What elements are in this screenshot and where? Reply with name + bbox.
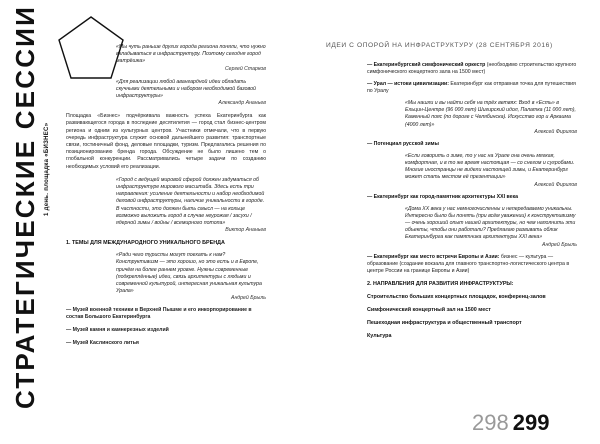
- quote-ananyev-2: «Город с ведущей мировой сферой должен задуматься об инфраструктуре мирового масштаба. Здесь есть три направления: усиление деятельности и набор необходимой деловой инфраструктуры, наличие уникальности в городе. В частности, это должен быть смысл — на кольце возможно выложить город в случае неурожая / засухи / ядерной зимы / войны / всемирного потопа»: [116, 176, 265, 227]
- page-number-right: 299: [512, 410, 550, 435]
- author-starkov: Сергей Старков: [224, 65, 266, 72]
- item-europe-asia: — Екатеринбург как место встречи Европы и Азии: бизнес — культура — образование (создание вокзала для главного транспортно-логистического центра в центре России на границе Европы и Азии): [367, 253, 570, 274]
- bullet-kasli-museum: — Музей Каслинского литья: [66, 340, 139, 347]
- item-ural: — Урал — истоки цивилизации: Екатеринбург как отправная точка для путешествия по Уралу: [367, 81, 576, 94]
- direction-concert-venues: Строительство больших концертных площадок, конференц-залов: [367, 293, 546, 300]
- direction-culture: Культура: [367, 332, 392, 339]
- page-numbers: [472, 412, 549, 435]
- vertical-title: СТРАТЕГИЧЕСКИЕ СЕССИИ: [10, 5, 40, 409]
- right-header: ИДЕИ С ОПОРОЙ НА ИНФРАСТРУКТУРУ (28 СЕНТЯБРЯ 2016): [326, 42, 553, 49]
- author-ananyev: Александр Ананьев: [218, 100, 266, 107]
- quote-starkov: «Мы чуть раньше других города региона поняли, что нужно вкладываться в инфраструктуру. Поэтому сегодня город матрёшка»: [116, 44, 266, 65]
- quote-firilov-2: «Если говорить о зиме, то у нас на Урале она очень мягкая, комфортная, и в то же время настоящая — со снегом и сугробами. Многие иностранцы не видели настоящей зимы, и Екатеринбург может стать местом её презентации»: [405, 152, 575, 181]
- quote-ananyev: «Для реализации любой авангардной идеи обладать скучными деятельными и набором необходимой базовой инфраструктуры»: [116, 78, 256, 100]
- author-bryl: Андрей Брыль: [230, 295, 266, 302]
- heading-brand-themes: 1. ТЕМЫ ДЛЯ МЕЖДУНАРОДНОГО УНИКАЛЬНОГО БРЕНДА: [66, 240, 225, 247]
- left-column: [66, 44, 266, 347]
- vertical-subtitle: 1 день. площадка «БИЗНЕС»: [44, 122, 50, 216]
- quote-bryl-2: «Дома XX века у нас немногочисленны и непередаваемо уникальны. Интересно было бы понять (при всём уважении) к конструктивизму — очень хороший опыт нашей архитектуры, но чем наполнить эти объекты, чтобы они работали? Предлагаю развивать облик Екатеринбурга как памятника архитектуры XXI века»: [405, 205, 576, 241]
- quote-firilov: «Мы нашли и вы найти себя на трёх ветвях: Вход в «Есть» в Ельцин-Центре (96 000 лет) Шигирский идол, Палатка (11 000 лет), Каменный пояс (по дороге с Челябинска). Искусство гор и Аркаима (4000 лет)»: [405, 100, 576, 128]
- author-firilov: Алексей Фирилов: [534, 128, 577, 135]
- right-column: [367, 62, 577, 340]
- item-architecture: — Екатеринбург как город-памятник архитектуры XXI века: [367, 193, 518, 200]
- vertical-subtitle-block: [44, 123, 50, 216]
- author-firilov-2: Алексей Фирилов: [534, 181, 577, 188]
- author-ananyev-2: Виктор Ананьев: [225, 227, 266, 234]
- direction-symphony-hall: Симфонический концертный зал на 1500 мест: [367, 306, 491, 313]
- intro-paragraph: Площадка «Бизнес» подчёркивала важность успеха Екатеринбурга как развивающегося города в последние десятилетия — город стал бизнес-центром региона и одним из культурных центров. Участники отмечали, что в первую очередь инфраструктура служит основой дальнейшего развития: транспортные связи, гостиничный фонд, деловые площадки, туризм. Предлагались решения по позиционированию бренда города. Обсуждение не было лишено тем о глобальной конкуренции. Рассматривались четыре задачи по созданию необходимых условий его реализации.: [66, 113, 266, 170]
- bullet-military-museum: — Музей военной техники в Верхней Пышме и его инкорпорирование в состав Большого Екатеринбурга: [66, 307, 252, 321]
- bullet-stone-museum: — Музей камня и камнерезных изделий: [66, 327, 169, 334]
- item-orchestra: — Екатеринбургский симфонический оркестр (необходимо строительство крупного симфонического концертного зала на 1500 мест): [367, 62, 577, 75]
- page-number-left: 298: [472, 410, 509, 435]
- direction-pedestrian: Пешеходная инфраструктура и общественный транспорт: [367, 319, 522, 326]
- heading-infra-directions: 2. НАПРАВЛЕНИЯ ДЛЯ РАЗВИТИЯ ИНФРАСТРУКТУРЫ:: [367, 280, 514, 287]
- author-bryl-2: Андрей Брыль: [541, 241, 577, 248]
- vertical-title-block: [10, 5, 41, 409]
- item-winter: — Потенциал русской зимы: [367, 140, 439, 147]
- quote-bryl: «Ради чего туристы могут поехать к нам? Конструктивизм — это хорошо, но это есть и в Европе, причём на более раннем уровне. Нужны современные (подкреплённые) идеи, связь архитектуры с людьми и современной культурой, интересная уникальная культура Урала»: [116, 252, 262, 295]
